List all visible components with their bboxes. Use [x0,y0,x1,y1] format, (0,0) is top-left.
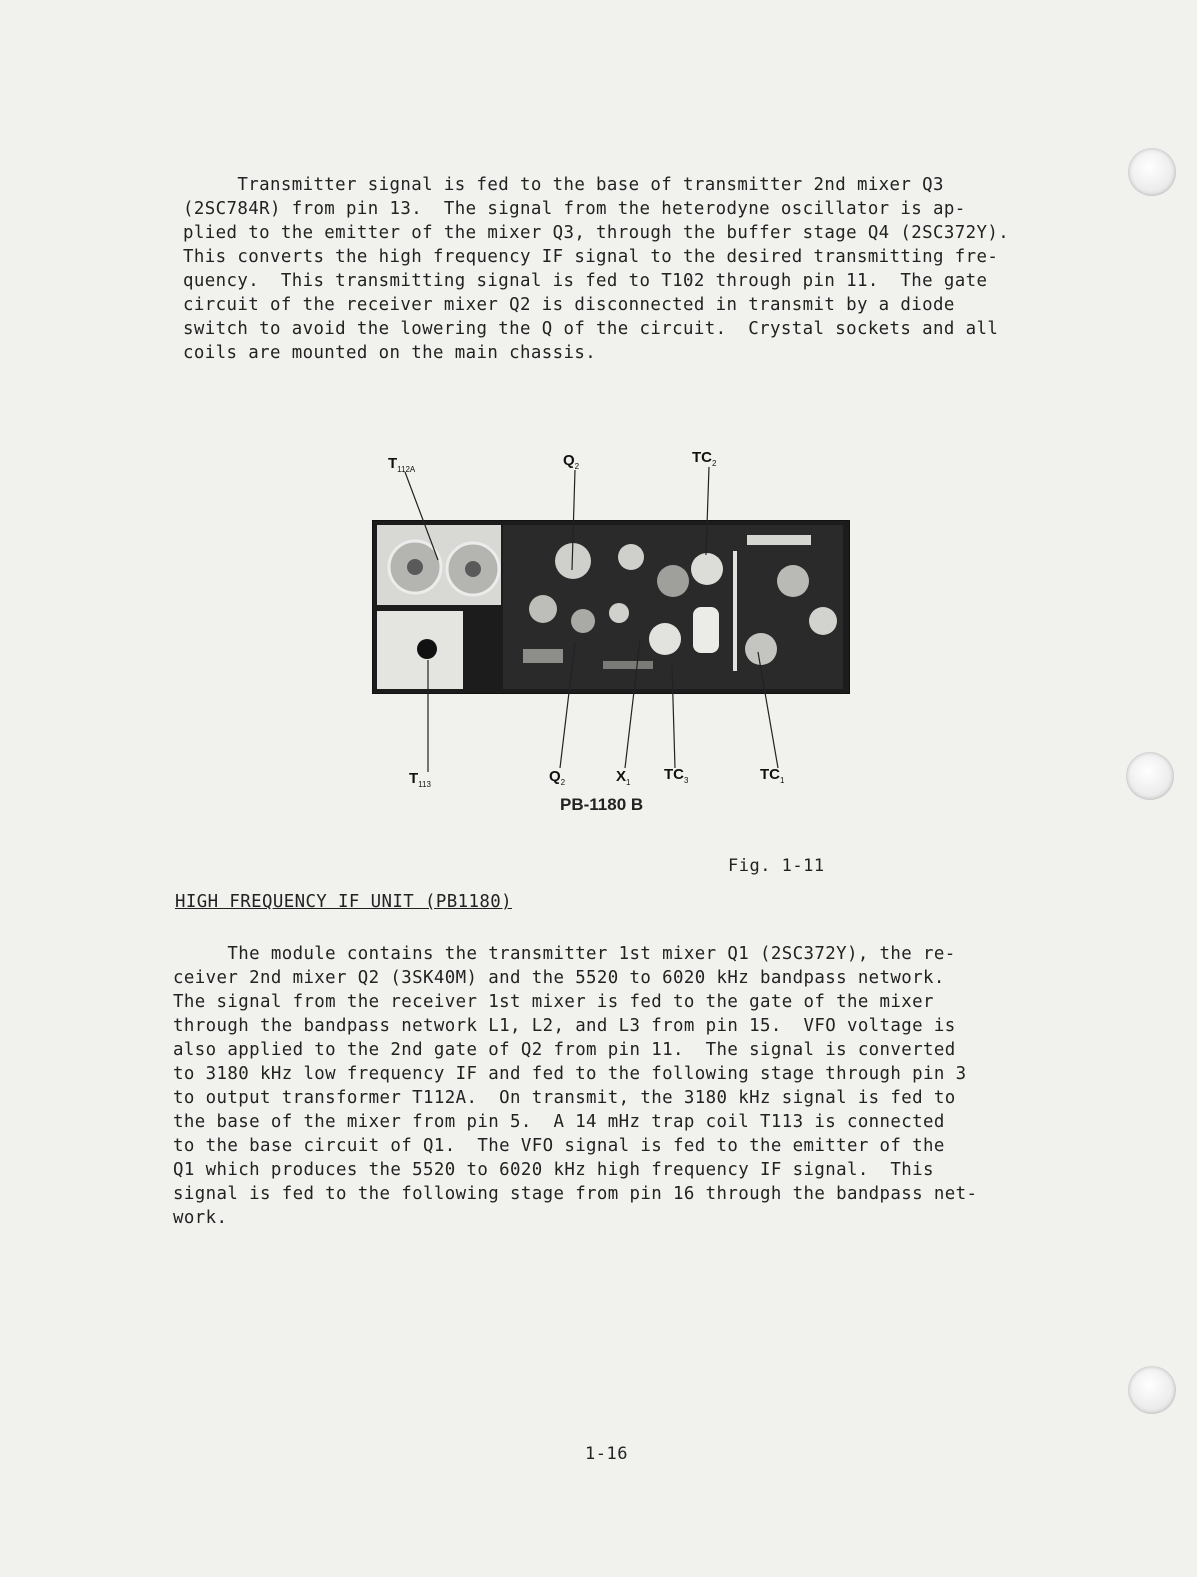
punch-hole-top [1128,148,1176,196]
text-line: switch to avoid the lowering the Q of the circuit. Crystal sockets and all [183,319,999,339]
figure-number: Fig. 1-11 [728,856,825,876]
label-q2-top: $Q_2$ [563,452,580,471]
circuit-board-photo [372,520,850,694]
board-caption: PB-1180 B [560,795,644,814]
text-line: (2SC784R) from pin 13. The signal from the heterodyne oscillator is ap- [183,199,966,219]
text-line: The signal from the receiver 1st mixer is fed to the gate of the mixer [173,992,934,1012]
text-line: work. [173,1208,228,1228]
text-line: quency. This transmitting signal is fed to T102 through pin 11. The gate [183,271,988,291]
text-line: through the bandpass network L1, L2, and L3 from pin 15. VFO voltage is [173,1016,956,1036]
text-line: to the base circuit of Q1. The VFO signal is fed to the emitter of the [173,1136,945,1156]
page-number: 1-16 [585,1444,628,1464]
text-line: ceiver 2nd mixer Q2 (3SK40M) and the 5520 to 6020 kHz bandpass network. [173,968,945,988]
label-tc3: $TC_3$ [664,766,689,785]
label-q2-bottom: $Q_2$ [549,768,566,787]
label-x1: $X_1$ [616,768,631,787]
text-line: the base of the mixer from pin 5. A 14 mHz trap coil T113 is connected [173,1112,945,1132]
text-line: plied to the emitter of the mixer Q3, through the buffer stage Q4 (2SC372Y). [183,223,1010,243]
section-heading: HIGH FREQUENCY IF UNIT (PB1180) [175,892,512,912]
label-tc1: $TC_1$ [760,766,785,785]
text-line: coils are mounted on the main chassis. [183,343,597,363]
label-t112a: $T_{112A}$ [388,455,416,474]
text-line: to output transformer T112A. On transmit, the 3180 kHz signal is fed to [173,1088,956,1108]
label-t113: $T_{113}$ [409,770,431,789]
punch-hole-bottom [1128,1366,1176,1414]
text-line: also applied to the 2nd gate of Q2 from pin 11. The signal is converted [173,1040,956,1060]
text-line: signal is fed to the following stage from pin 16 through the bandpass net- [173,1184,978,1204]
label-tc2: $TC_2$ [692,449,717,468]
text-line: circuit of the receiver mixer Q2 is disconnected in transmit by a diode [183,295,955,315]
text-line: to 3180 kHz low frequency IF and fed to the following stage through pin 3 [173,1064,967,1084]
text-line: Q1 which produces the 5520 to 6020 kHz high frequency IF signal. This [173,1160,934,1180]
text-line: This converts the high frequency IF signal to the desired transmitting fre- [183,247,999,267]
text-line: Transmitter signal is fed to the base of transmitter 2nd mixer Q3 [183,175,944,195]
punch-hole-middle [1126,752,1174,800]
text-line: The module contains the transmitter 1st mixer Q1 (2SC372Y), the re- [173,944,956,964]
